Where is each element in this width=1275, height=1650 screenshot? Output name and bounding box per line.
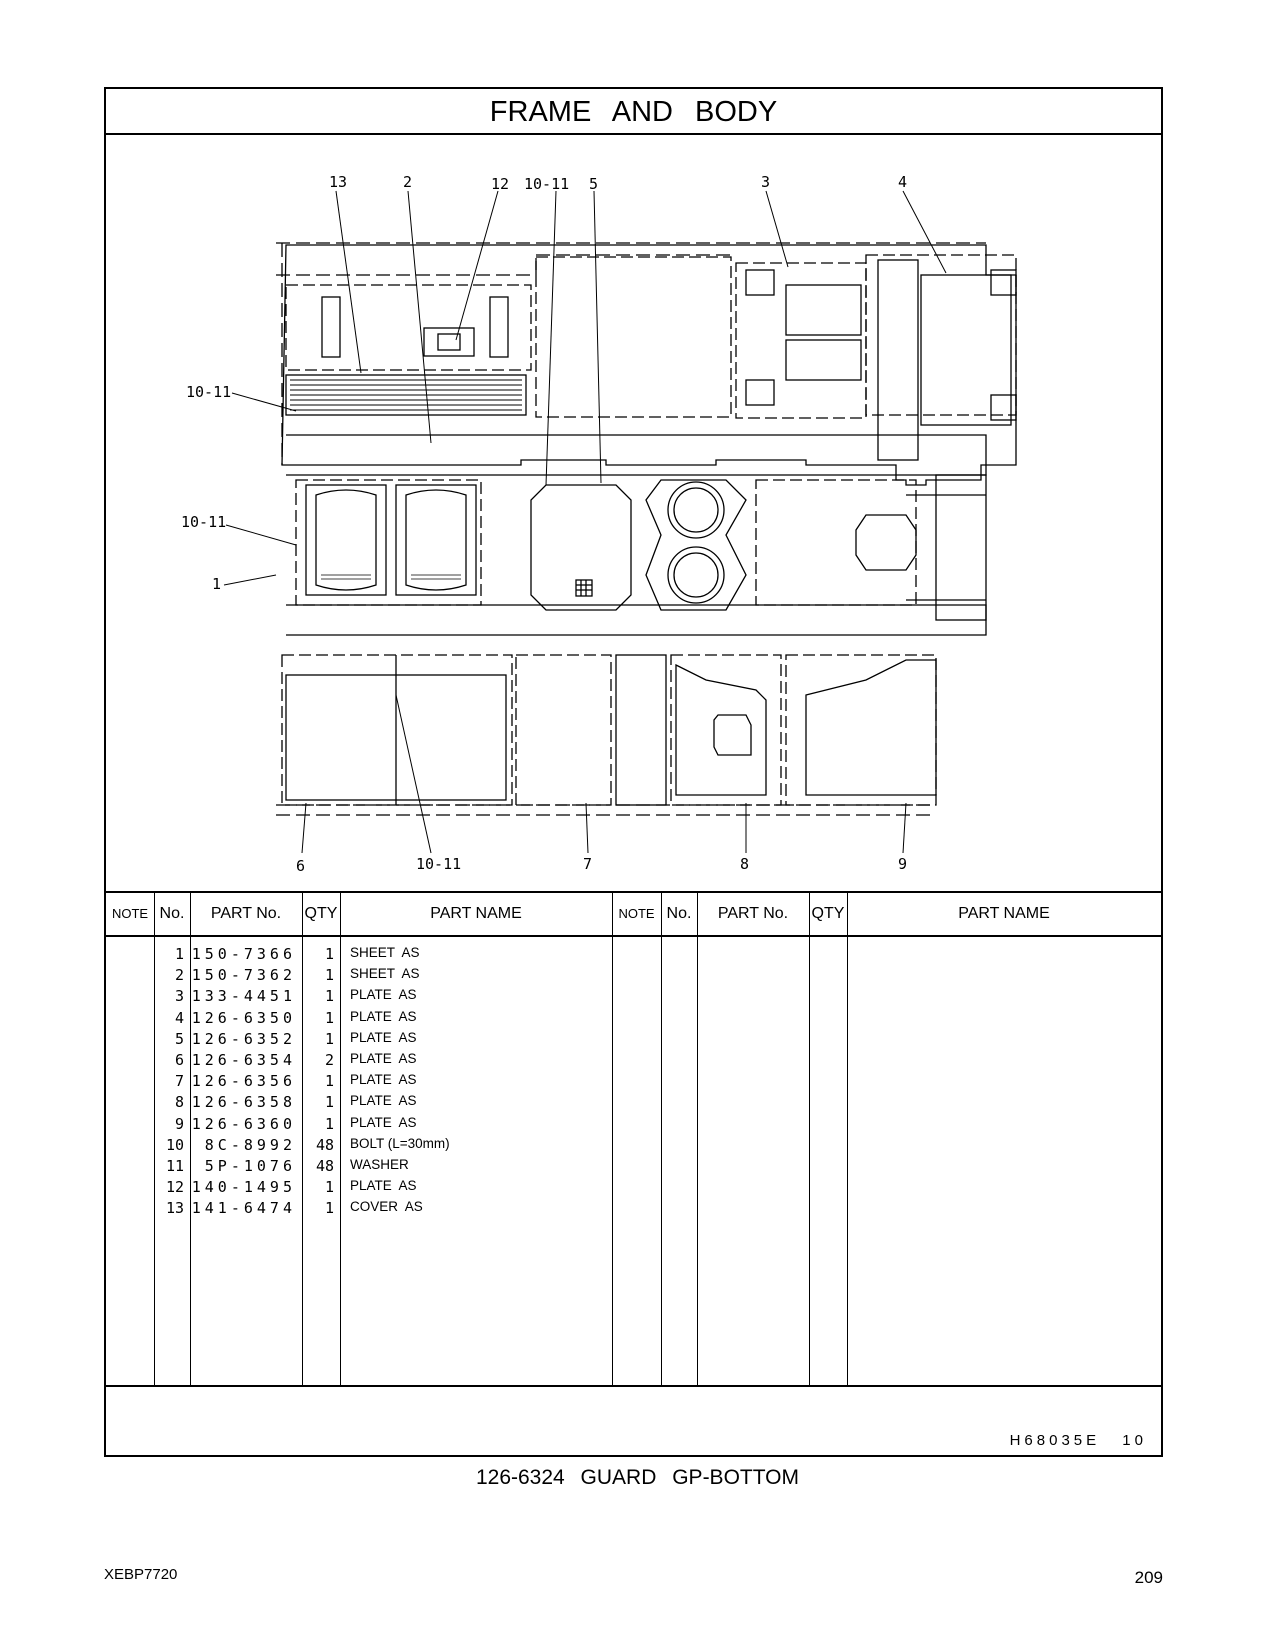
header-note-2: NOTE bbox=[618, 906, 655, 921]
row-item-number: 2 bbox=[174, 966, 184, 985]
group-caption: 126-6324 GUARD GP-BOTTOM bbox=[475, 1466, 800, 1489]
parts-table-header bbox=[106, 891, 1161, 937]
row-item-number: 7 bbox=[174, 1072, 184, 1091]
row-part-name: BOLT (L=30mm) bbox=[350, 1135, 450, 1151]
row-part-number: 126-6356 bbox=[191, 1072, 296, 1091]
row-quantity: 1 bbox=[324, 1072, 334, 1091]
row-part-name: SHEET AS bbox=[350, 945, 420, 960]
header-no: No. bbox=[159, 905, 185, 922]
row-item-number: 5 bbox=[174, 1029, 184, 1048]
header-part-name-2: PART NAME bbox=[958, 905, 1050, 922]
row-part-name: PLATE AS bbox=[350, 1072, 417, 1088]
row-item-number: 12 bbox=[165, 1178, 184, 1197]
row-part-number: 140-1495 bbox=[191, 1178, 296, 1197]
row-part-number: 126-6350 bbox=[191, 1008, 296, 1027]
row-item-number: 3 bbox=[174, 987, 184, 1006]
row-part-name: SHEET AS bbox=[350, 966, 420, 982]
callout-12: 12 bbox=[491, 175, 510, 193]
row-part-name: WASHER bbox=[350, 1157, 409, 1172]
row-part-number: 126-6352 bbox=[191, 1029, 296, 1048]
row-quantity: 48 bbox=[315, 1157, 334, 1175]
row-quantity: 1 bbox=[324, 966, 334, 985]
callout-10-11-bottom: 10-11 bbox=[416, 855, 462, 873]
row-item-number: 11 bbox=[165, 1157, 184, 1175]
row-quantity: 1 bbox=[324, 1178, 334, 1197]
drawing-code: H68035E 10 bbox=[1009, 1432, 1147, 1449]
callout-6: 6 bbox=[296, 857, 306, 875]
header-no-2: No. bbox=[666, 905, 692, 922]
row-item-number: 10 bbox=[165, 1135, 184, 1154]
header-part-name: PART NAME bbox=[430, 905, 522, 922]
row-item-number: 4 bbox=[174, 1008, 184, 1027]
header-part-no-2: PART No. bbox=[717, 905, 789, 922]
row-part-name: PLATE AS bbox=[350, 1093, 417, 1109]
row-part-number: 133-4451 bbox=[191, 987, 296, 1006]
row-quantity: 1 bbox=[324, 945, 334, 963]
row-part-number: 126-6354 bbox=[191, 1051, 296, 1069]
row-part-name: COVER AS bbox=[350, 1199, 423, 1215]
exploded-diagram bbox=[106, 135, 1161, 891]
callout-4: 4 bbox=[898, 173, 908, 191]
row-quantity: 1 bbox=[324, 1114, 334, 1133]
row-item-number: 1 bbox=[174, 945, 184, 963]
header-qty-2: QTY bbox=[811, 905, 845, 922]
row-quantity: 1 bbox=[324, 1008, 334, 1027]
callout-1: 1 bbox=[212, 575, 222, 593]
row-part-number: 8C-8992 bbox=[204, 1135, 296, 1154]
callout-13: 13 bbox=[329, 173, 348, 191]
callout-2: 2 bbox=[403, 173, 413, 191]
callout-10-11-left-b: 10-11 bbox=[181, 513, 227, 531]
callout-7: 7 bbox=[583, 855, 593, 873]
row-part-number: 150-7362 bbox=[191, 966, 296, 985]
row-part-name: PLATE AS bbox=[350, 1178, 417, 1194]
callout-10-11-left-a: 10-11 bbox=[186, 383, 232, 401]
header-qty: QTY bbox=[304, 905, 338, 922]
row-quantity: 48 bbox=[315, 1135, 334, 1154]
callout-10-11-top: 10-11 bbox=[524, 175, 570, 193]
drawing-code-box bbox=[106, 1385, 1161, 1457]
frame-drawing bbox=[106, 135, 1161, 891]
row-part-number: 150-7366 bbox=[191, 945, 296, 963]
row-part-number: 126-6358 bbox=[191, 1093, 296, 1112]
parts-page-frame bbox=[104, 87, 1163, 1457]
header-note: NOTE bbox=[111, 906, 149, 921]
row-item-number: 8 bbox=[174, 1093, 184, 1112]
header-part-no: PART No. bbox=[210, 905, 282, 922]
row-part-name: PLATE AS bbox=[350, 1051, 417, 1066]
row-quantity: 1 bbox=[324, 1093, 334, 1112]
callout-9: 9 bbox=[898, 855, 908, 873]
page-title: FRAME AND BODY bbox=[106, 89, 1161, 135]
row-quantity: 1 bbox=[324, 1199, 334, 1218]
row-quantity: 1 bbox=[324, 987, 334, 1006]
row-part-name: PLATE AS bbox=[350, 1114, 417, 1130]
row-part-number: 5P-1076 bbox=[204, 1157, 296, 1175]
row-part-name: PLATE AS bbox=[350, 987, 417, 1003]
row-quantity: 1 bbox=[324, 1029, 334, 1048]
row-item-number: 6 bbox=[174, 1051, 184, 1069]
parts-table-body bbox=[106, 937, 1161, 1385]
page-number: 209 bbox=[1134, 1568, 1163, 1587]
callout-3: 3 bbox=[761, 173, 771, 191]
row-item-number: 9 bbox=[174, 1114, 184, 1133]
row-part-name: PLATE AS bbox=[350, 1008, 417, 1024]
row-item-number: 13 bbox=[165, 1199, 184, 1218]
row-part-number: 126-6360 bbox=[191, 1114, 296, 1133]
row-quantity: 2 bbox=[324, 1051, 334, 1069]
callout-5: 5 bbox=[589, 175, 599, 193]
row-part-number: 141-6474 bbox=[191, 1199, 296, 1218]
row-part-name: PLATE AS bbox=[350, 1029, 417, 1045]
document-code: XEBP7720 bbox=[104, 1566, 178, 1583]
callout-8: 8 bbox=[740, 855, 750, 873]
